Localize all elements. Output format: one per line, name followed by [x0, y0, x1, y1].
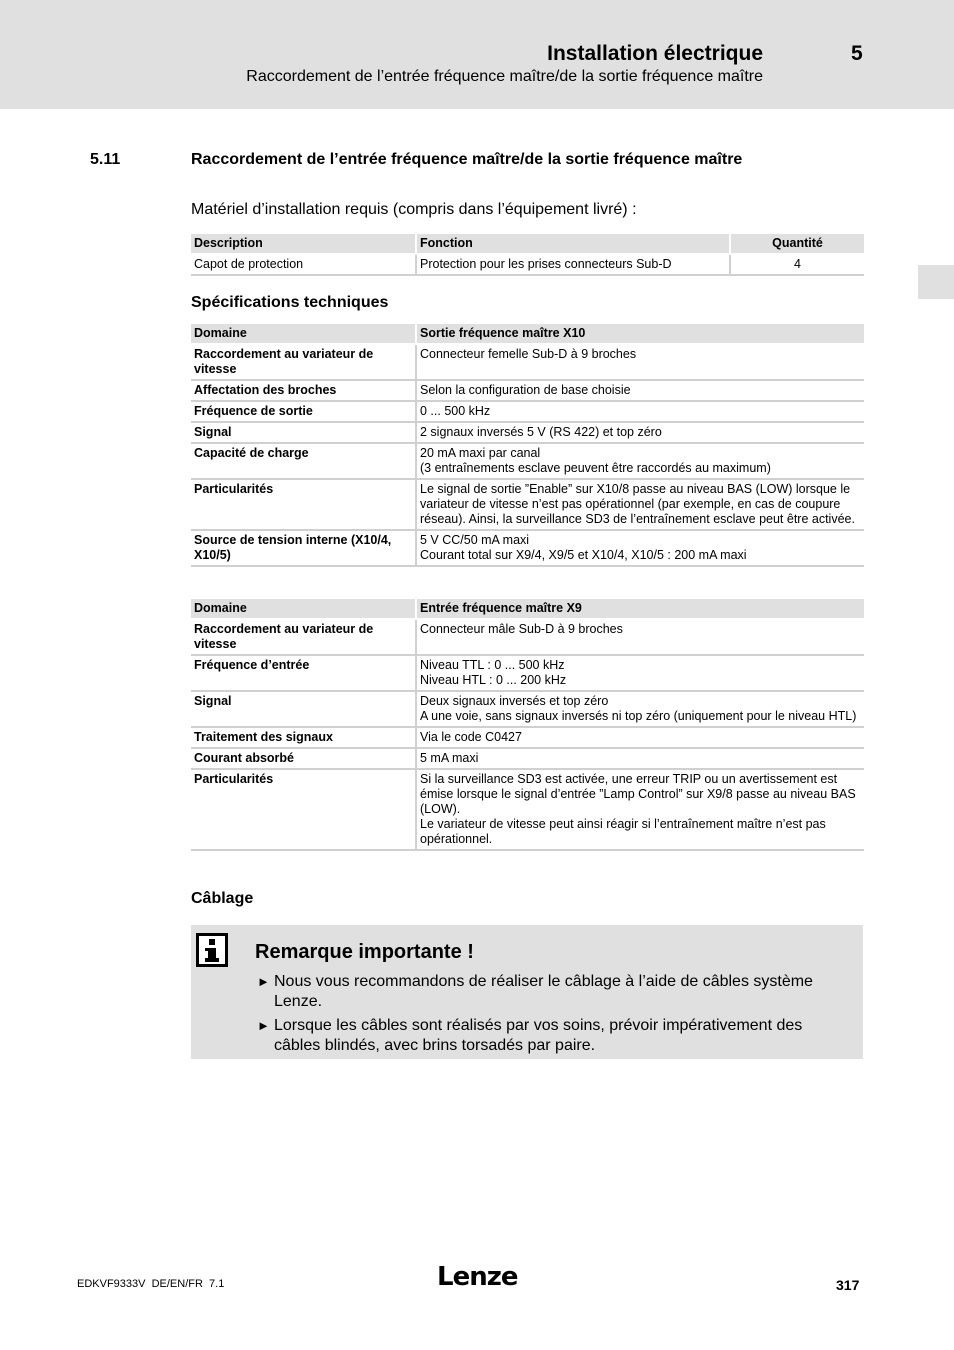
- row-label: Raccordement au variateur de vitesse: [191, 344, 416, 380]
- table-row: [191, 422, 864, 443]
- x9-spec-table: [191, 599, 864, 851]
- row-value: 20 mA maxi par canal (3 entraînements esclave peuvent être raccordés au maximum): [416, 443, 864, 479]
- note-item-text: Nous vous recommandons de réaliser le câblage à l’aide de câbles système Lenze.: [274, 973, 813, 1010]
- column-header: Entrée fréquence maître X9: [416, 599, 864, 619]
- row-label: Fréquence d’entrée: [191, 655, 416, 691]
- row-value: Si la surveillance SD3 est activée, une erreur TRIP ou un avertissement est émise lorsque le signal d’entrée ”Lamp Control” sur X9/8 passe au niveau BAS (LOW). Le variateur de vitesse peut ainsi réagir si l’entraînement maître n’est pas opérationnel.: [416, 769, 864, 850]
- row-value: Connecteur femelle Sub-D à 9 broches: [416, 344, 864, 380]
- row-value: Selon la configuration de base choisie: [416, 380, 864, 401]
- section-title: Raccordement de l’entrée fréquence maître/de la sortie fréquence maître: [191, 151, 743, 168]
- row-label: Capacité de charge: [191, 443, 416, 479]
- table-row: [191, 479, 864, 530]
- row-value: 0 ... 500 kHz: [416, 401, 864, 422]
- table-row: [191, 401, 864, 422]
- row-value: Niveau TTL : 0 ... 500 kHz Niveau HTL : 0 ... 200 kHz: [416, 655, 864, 691]
- material-table: [191, 234, 864, 276]
- note-title: Remarque importante !: [255, 941, 474, 963]
- bullet-arrow-icon: ►: [257, 1018, 270, 1033]
- intro-text: Matériel d’installation requis (compris dans l’équipement livré) :: [191, 201, 637, 218]
- column-header: Fonction: [416, 234, 730, 254]
- table-cell: Capot de protection: [191, 254, 416, 275]
- column-header: Domaine: [191, 324, 416, 344]
- table-row: [191, 619, 864, 655]
- row-value: Le signal de sortie ”Enable” sur X10/8 passe au niveau BAS (LOW) lorsque le variateur de vitesse n’est pas opérationnel (par exemple, en cas de coupure réseau). Ainsi, la surveillance SD3 de l’entraînement esclave peut être activée.: [416, 479, 864, 530]
- row-label: Fréquence de sortie: [191, 401, 416, 422]
- column-header: Domaine: [191, 599, 416, 619]
- row-label: Courant absorbé: [191, 748, 416, 769]
- header-subtitle: Raccordement de l’entrée fréquence maître/de la sortie fréquence maître: [246, 68, 763, 85]
- page-header: [0, 0, 954, 109]
- important-note-box: [191, 925, 863, 1059]
- section-number: 5.11: [90, 151, 121, 168]
- table-row: [191, 727, 864, 748]
- bullet-arrow-icon: ►: [257, 974, 270, 989]
- lenze-logo: Lenze: [437, 1262, 518, 1292]
- table-row: [191, 344, 864, 380]
- row-value: Connecteur mâle Sub-D à 9 broches: [416, 619, 864, 655]
- row-value: Deux signaux inversés et top zéro A une voie, sans signaux inversés ni top zéro (uniquement pour le niveau HTL): [416, 691, 864, 727]
- footer-document-id: EDKVF9333V DE/EN/FR 7.1: [77, 1278, 225, 1290]
- table-row: [191, 443, 864, 479]
- row-value: 2 signaux inversés 5 V (RS 422) et top zéro: [416, 422, 864, 443]
- table-row: [191, 655, 864, 691]
- table-cell: 4: [730, 254, 864, 275]
- note-list-item: [257, 1016, 847, 1056]
- table-row: [191, 254, 864, 275]
- row-label: Raccordement au variateur de vitesse: [191, 619, 416, 655]
- row-value: 5 V CC/50 mA maxi Courant total sur X9/4, X9/5 et X10/4, X10/5 : 200 mA maxi: [416, 530, 864, 566]
- table-header-row: [191, 234, 864, 254]
- row-label: Source de tension interne (X10/4, X10/5): [191, 530, 416, 566]
- info-icon: [196, 933, 228, 967]
- table-header-row: [191, 599, 864, 619]
- chapter-number: 5: [851, 42, 863, 65]
- column-header: Description: [191, 234, 416, 254]
- specs-heading: Spécifications techniques: [191, 294, 389, 311]
- row-label: Signal: [191, 422, 416, 443]
- header-title: Installation électrique: [547, 42, 763, 65]
- table-row: [191, 530, 864, 566]
- table-row: [191, 769, 864, 850]
- note-list-item: [257, 972, 847, 1012]
- table-row: [191, 748, 864, 769]
- chapter-tab-marker: [918, 265, 954, 299]
- row-label: Particularités: [191, 769, 416, 850]
- row-label: Affectation des broches: [191, 380, 416, 401]
- table-cell: Protection pour les prises connecteurs Sub-D: [416, 254, 730, 275]
- row-value: Via le code C0427: [416, 727, 864, 748]
- column-header: Sortie fréquence maître X10: [416, 324, 864, 344]
- column-header: Quantité: [730, 234, 864, 254]
- table-row: [191, 380, 864, 401]
- x10-spec-table: [191, 324, 864, 567]
- note-item-text: Lorsque les câbles sont réalisés par vos soins, prévoir impérativement des câbles blindés, avec brins torsadés par paire.: [274, 1017, 803, 1054]
- row-label: Particularités: [191, 479, 416, 530]
- row-label: Traitement des signaux: [191, 727, 416, 748]
- row-value: 5 mA maxi: [416, 748, 864, 769]
- table-row: [191, 691, 864, 727]
- table-header-row: [191, 324, 864, 344]
- page-number: 317: [836, 1277, 860, 1293]
- wiring-heading: Câblage: [191, 890, 254, 907]
- row-label: Signal: [191, 691, 416, 727]
